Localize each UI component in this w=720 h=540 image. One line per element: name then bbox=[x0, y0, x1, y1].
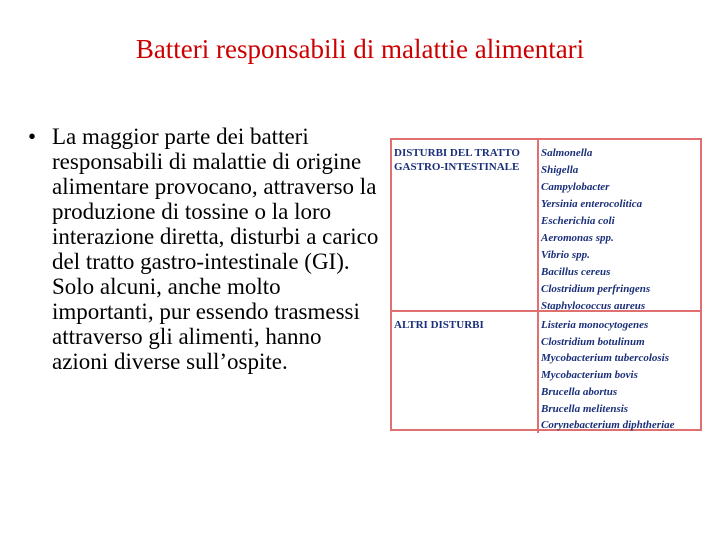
organism-item: Aeromonas spp. bbox=[541, 232, 614, 244]
organism-item: Campylobacter bbox=[541, 181, 610, 193]
table-row bbox=[392, 310, 700, 433]
organism-list bbox=[541, 145, 650, 315]
organism-item: Yersinia enterocolitica bbox=[541, 198, 643, 210]
category-cell: ALTRI DISTURBI bbox=[394, 319, 484, 331]
bacteria-table bbox=[390, 138, 702, 431]
category-cell: DISTURBI DEL TRATTO GASTRO-INTESTINALE bbox=[394, 147, 520, 173]
organism-item: Bacillus cereus bbox=[541, 266, 611, 278]
organism-item: Brucella abortus bbox=[541, 385, 618, 398]
table-row bbox=[392, 140, 700, 310]
organism-item: Mycobacterium bovis bbox=[541, 369, 638, 382]
organism-item: Brucella melitensis bbox=[541, 402, 629, 415]
organism-item: Clostridium botulinum bbox=[541, 335, 645, 348]
organism-item: Mycobacterium tubercolosis bbox=[541, 352, 670, 365]
organism-item: Staphylococcus aureus bbox=[541, 300, 646, 312]
organism-item: Salmonella bbox=[541, 147, 593, 159]
organism-item: Escherichia coli bbox=[541, 215, 615, 227]
bullet-text: La maggior parte dei batteri responsabili di malattie di origine alimentare provocano, attraverso la produzione di tossine o la loro interazione diretta, disturbi a carico del tratto gastro-intestinale (GI). Solo alcuni, anche molto importanti, pur essendo trasmessi attraverso gli alimenti, hanno azioni diverse sull’ospite. bbox=[52, 124, 379, 374]
column-divider bbox=[537, 140, 539, 310]
organism-item: Shigella bbox=[541, 164, 579, 176]
slide-title: Batteri responsabili di malattie alimentari bbox=[135, 34, 585, 64]
organism-item: Listeria monocytogenes bbox=[541, 319, 649, 331]
organism-list bbox=[541, 317, 675, 434]
bullet-marker: • bbox=[28, 124, 37, 149]
bullet-paragraph bbox=[28, 124, 383, 374]
organism-item: Clostridium perfringens bbox=[541, 283, 651, 295]
column-divider bbox=[537, 312, 539, 433]
organism-item: Corynebacterium diphtheriae bbox=[541, 419, 675, 432]
organism-item: Vibrio spp. bbox=[541, 249, 590, 261]
